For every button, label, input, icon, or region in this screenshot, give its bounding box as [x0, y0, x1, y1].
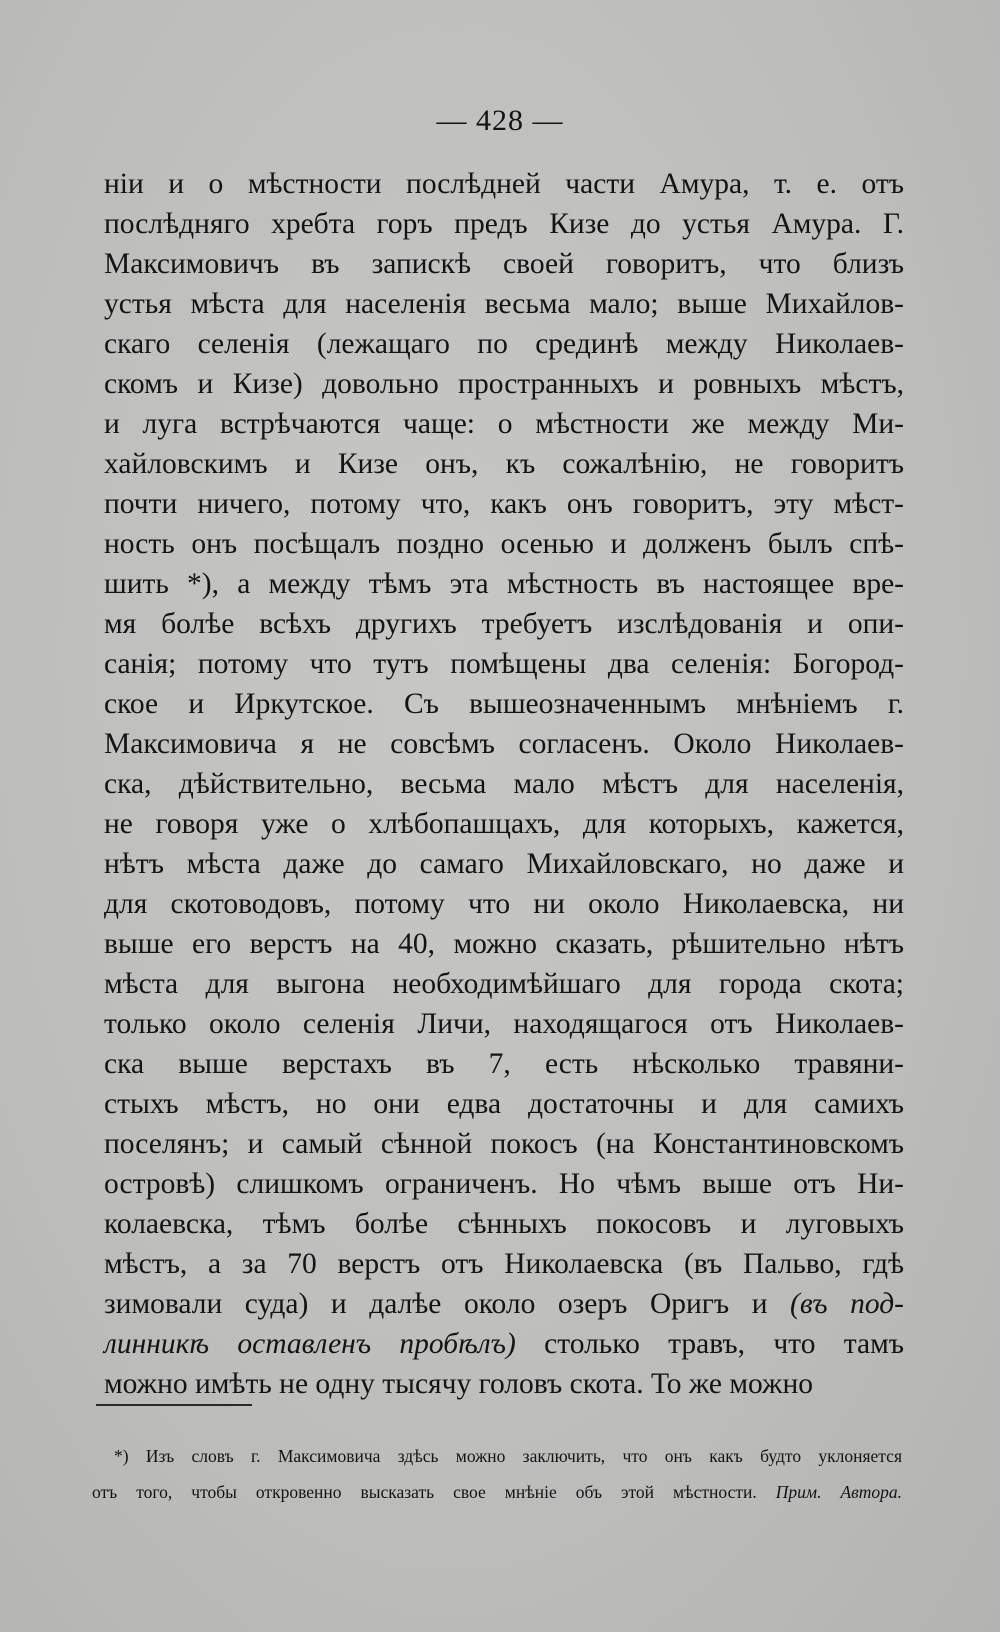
footnote-line: [92, 1474, 902, 1510]
text-line: мѣста для выгона необходимѣйшаго для города скота;: [104, 968, 904, 1000]
text-line: послѣдняго хребта горъ предъ Кизе до устья Амура. Г.: [104, 208, 904, 240]
text-line: мѣстъ, а за 70 верстъ отъ Николаевска (въ Пальво, гдѣ: [104, 1248, 904, 1280]
text-line: ска выше верстахъ въ 7, есть нѣсколько травяни-: [104, 1048, 904, 1080]
text-line: колаевска, тѣмъ болѣе сѣнныхъ покосовъ и луговыхъ: [104, 1208, 904, 1240]
text-segment: столько травъ, что тамъ: [544, 1328, 905, 1360]
footnote: [92, 1438, 902, 1510]
text-line: Максимовичъ въ запискѣ своей говоритъ, что близъ: [104, 248, 904, 280]
text-line: стыхъ мѣстъ, но они едва достаточны и для самихъ: [104, 1088, 904, 1120]
text-line: для скотоводовъ, потому что ни около Николаевска, ни: [104, 888, 904, 920]
text-line: шить *), а между тѣмъ эта мѣстность въ настоящее вре-: [104, 568, 904, 600]
text-line: не говоря уже о хлѣбопашцахъ, для которыхъ, кажется,: [104, 808, 904, 840]
editorial-note-italic: линникѣ оставленъ пробѣлъ): [104, 1328, 516, 1360]
text-line: островѣ) слишкомъ ограниченъ. Но чѣмъ выше отъ Ни-: [104, 1168, 904, 1200]
footnote-text: отъ того, чтобы откровенно высказать свое мнѣніе объ этой мѣстности.: [92, 1482, 757, 1502]
footnote-line: *) Изъ словъ г. Максимовича здѣсь можно заключить, что онъ какъ будто уклоняется: [114, 1446, 902, 1466]
text-line: и луга встрѣчаются чаще: о мѣстности же между Ми-: [104, 408, 904, 440]
text-line: санія; потому что тутъ помѣщены два селенія: Богород-: [104, 648, 904, 680]
text-line: ска, дѣйствительно, весьма мало мѣстъ для населенія,: [104, 768, 904, 800]
text-line-with-italic: [104, 1284, 904, 1324]
text-line: ность онъ посѣщалъ поздно осенью и долженъ былъ спѣ-: [104, 528, 904, 560]
text-line: устья мѣста для населенія весьма мало; выше Михайлов-: [104, 288, 904, 320]
text-line: скомъ и Кизе) довольно пространныхъ и ровныхъ мѣстъ,: [104, 368, 904, 400]
text-line: хайловскимъ и Кизе онъ, къ сожалѣнію, не говоритъ: [104, 448, 904, 480]
text-line: можно имѣть не одну тысячу головъ скота. То же можно: [104, 1368, 813, 1400]
text-line: Максимовича я не совсѣмъ согласенъ. Около Николаев-: [104, 728, 904, 760]
text-line: поселянъ; и самый сѣнной покосъ (на Константиновскомъ: [104, 1128, 904, 1160]
text-line: почти ничего, потому что, какъ онъ говоритъ, эту мѣст-: [104, 488, 904, 520]
text-line: ніи и о мѣстности послѣдней части Амура, т. е. отъ: [104, 168, 904, 200]
footnote-divider: [96, 1404, 252, 1406]
footnote-attribution: Прим. Автора.: [775, 1482, 903, 1502]
text-line: скаго селенія (лежащаго по срединѣ между Николаев-: [104, 328, 904, 360]
text-line: нѣтъ мѣста даже до самаго Михайловскаго, но даже и: [104, 848, 904, 880]
text-line: мя болѣе всѣхъ другихъ требуетъ изслѣдованія и опи-: [104, 608, 904, 640]
text-line-with-italic: [104, 1324, 904, 1364]
text-line: только около селенія Личи, находящагося отъ Николаев-: [104, 1008, 904, 1040]
editorial-note-italic: (въ под-: [790, 1288, 904, 1320]
page-number: — 428 —: [436, 104, 564, 137]
text-line: выше его верстъ на 40, можно сказать, рѣшительно нѣтъ: [104, 928, 904, 960]
main-text: [104, 164, 904, 1404]
text-segment: зимовали суда) и далѣе около озеръ Оригъ и: [104, 1288, 768, 1320]
text-line: ское и Иркутское. Съ вышеозначеннымъ мнѣніемъ г.: [104, 688, 904, 720]
